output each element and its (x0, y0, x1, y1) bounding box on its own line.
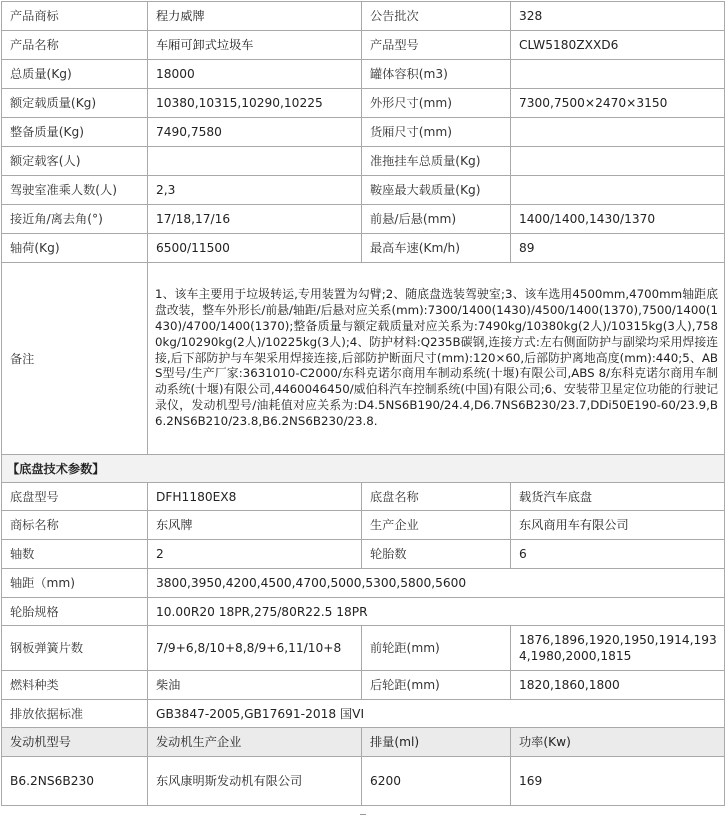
rear-track-label: 后轮距(mm) (362, 671, 511, 700)
tire-spec-label: 轮胎规格 (2, 598, 148, 626)
emission-value: GB3847-2005,GB17691-2018 国VI (148, 700, 725, 728)
axles-label: 轴数 (2, 540, 148, 569)
chassis-name-label: 底盘名称 (362, 483, 511, 511)
chassis-brand-label: 商标名称 (2, 511, 148, 540)
product-label-left: 驾驶室准乘人数(人) (2, 176, 148, 205)
product-value-left: 6500/11500 (148, 234, 362, 263)
product-value-right (511, 118, 725, 147)
chassis-row (2, 511, 725, 540)
product-label-right: 鞍座最大载质量(Kg) (362, 176, 511, 205)
product-label-right: 货厢尺寸(mm) (362, 118, 511, 147)
product-value-left: 18000 (148, 60, 362, 89)
bottom-edge-mark (360, 814, 366, 815)
chassis-row (2, 671, 725, 700)
product-label-left: 额定载质量(Kg) (2, 89, 148, 118)
product-value-right: 328 (511, 2, 725, 31)
engine-header-row (2, 728, 725, 757)
wheelbase-label: 轴距（mm) (2, 569, 148, 598)
product-row (2, 205, 725, 234)
product-label-left: 额定载客(人) (2, 147, 148, 176)
product-value-left: 17/18,17/16 (148, 205, 362, 234)
product-label-left: 接近角/离去角(°) (2, 205, 148, 234)
product-row (2, 2, 725, 31)
product-value-right (511, 147, 725, 176)
product-row (2, 60, 725, 89)
product-label-right: 准拖挂车总质量(Kg) (362, 147, 511, 176)
product-label-left: 轴荷(Kg) (2, 234, 148, 263)
chassis-section-row (2, 455, 725, 483)
chassis-section-title: 【底盘技术参数】 (2, 455, 725, 483)
product-value-left: 7490,7580 (148, 118, 362, 147)
engine-model-value: B6.2NS6B230 (2, 757, 148, 806)
product-row (2, 89, 725, 118)
product-row (2, 147, 725, 176)
emission-label: 排放依据标准 (2, 700, 148, 728)
remarks-label: 备注 (2, 263, 148, 455)
product-value-right: 1400/1400,1430/1370 (511, 205, 725, 234)
vehicle-spec-table (1, 1, 725, 806)
chassis-row (2, 569, 725, 598)
engine-row (2, 757, 725, 806)
rear-track-value: 1820,1860,1800 (511, 671, 725, 700)
chassis-maker-label: 生产企业 (362, 511, 511, 540)
spring-value: 7/9+6,8/10+8,8/9+6,11/10+8 (148, 626, 362, 671)
product-value-left (148, 147, 362, 176)
engine-power-value: 169 (511, 757, 725, 806)
engine-maker-value: 东风康明斯发动机有限公司 (148, 757, 362, 806)
tire-spec-value: 10.00R20 18PR,275/80R22.5 18PR (148, 598, 725, 626)
product-row (2, 176, 725, 205)
product-row (2, 234, 725, 263)
product-row (2, 31, 725, 60)
tire-count-value: 6 (511, 540, 725, 569)
remarks-text: 1、该车主要用于垃圾转运,专用装置为勾臂;2、随底盘选装驾驶室;3、该车选用4500mm,4700mm轴距底盘改装，整车外形长/前悬/轴距/后悬对应关系(mm):7300/1400(1430)/4500/1400(1370),7500/1400(1430)/4700/1400(1370);整备质量与额定载质量对应关系为:7490kg/10380kg(2人)/10315kg(3人),7580kg/10290kg(2人)/10225kg(3人);4、防护材料:Q235B碳钢,连接方式:左右侧面防护与副梁均采用焊接连接,后下部防护与车架采用焊接连接,后部防护断面尺寸(mm):120×60,后部防护离地高度(mm):440;5、ABS型号/生产厂家:3631010-C2000/东科克诺尔商用车制动系统(十堰)有限公司,ABS 8/东科克诺尔商用车制动系统(十堰)有限公司,4460046450/威伯科汽车控制系统(中国)有限公司;6、安装带卫星定位功能的行驶记录仪，发动机型号/油耗值对应关系为:D4.5NS6B190/24.4,D6.7NS6B230/23.7,DDi50E190-60/23.9,B6.2NS6B210/23.8,B6.2NS6B230/23.8. (148, 263, 725, 455)
product-value-right: 7300,7500×2470×3150 (511, 89, 725, 118)
wheelbase-value: 3800,3950,4200,4500,4700,5000,5300,5800,5600 (148, 569, 725, 598)
product-value-right (511, 60, 725, 89)
engine-header-power: 功率(Kw) (511, 728, 725, 757)
chassis-model-value: DFH1180EX8 (148, 483, 362, 511)
chassis-maker-value: 东风商用车有限公司 (511, 511, 725, 540)
product-label-left: 产品商标 (2, 2, 148, 31)
engine-header-model: 发动机型号 (2, 728, 148, 757)
product-row (2, 118, 725, 147)
product-value-left: 10380,10315,10290,10225 (148, 89, 362, 118)
front-track-label: 前轮距(mm) (362, 626, 511, 671)
chassis-row (2, 598, 725, 626)
product-label-right: 公告批次 (362, 2, 511, 31)
product-label-right: 罐体容积(m3) (362, 60, 511, 89)
product-value-right: 89 (511, 234, 725, 263)
engine-displacement-value: 6200 (362, 757, 511, 806)
chassis-model-label: 底盘型号 (2, 483, 148, 511)
fuel-value: 柴油 (148, 671, 362, 700)
chassis-row (2, 540, 725, 569)
product-label-left: 产品名称 (2, 31, 148, 60)
product-label-left: 整备质量(Kg) (2, 118, 148, 147)
product-label-right: 外形尺寸(mm) (362, 89, 511, 118)
fuel-label: 燃料种类 (2, 671, 148, 700)
chassis-name-value: 载货汽车底盘 (511, 483, 725, 511)
product-value-left: 程力威牌 (148, 2, 362, 31)
engine-header-displacement: 排量(ml) (362, 728, 511, 757)
chassis-row (2, 700, 725, 728)
product-value-left: 2,3 (148, 176, 362, 205)
spring-label: 钢板弹簧片数 (2, 626, 148, 671)
product-label-right: 产品型号 (362, 31, 511, 60)
product-info-rows (2, 2, 725, 263)
product-label-right: 最高车速(Km/h) (362, 234, 511, 263)
product-label-left: 总质量(Kg) (2, 60, 148, 89)
product-value-left: 车厢可卸式垃圾车 (148, 31, 362, 60)
chassis-row (2, 626, 725, 671)
tire-count-label: 轮胎数 (362, 540, 511, 569)
product-value-right (511, 176, 725, 205)
chassis-row (2, 483, 725, 511)
front-track-value: 1876,1896,1920,1950,1914,1934,1980,2000,1815 (511, 626, 725, 671)
product-value-right: CLW5180ZXXD6 (511, 31, 725, 60)
remarks-row (2, 263, 725, 455)
chassis-brand-value: 东风牌 (148, 511, 362, 540)
engine-header-maker: 发动机生产企业 (148, 728, 362, 757)
product-label-right: 前悬/后悬(mm) (362, 205, 511, 234)
axles-value: 2 (148, 540, 362, 569)
